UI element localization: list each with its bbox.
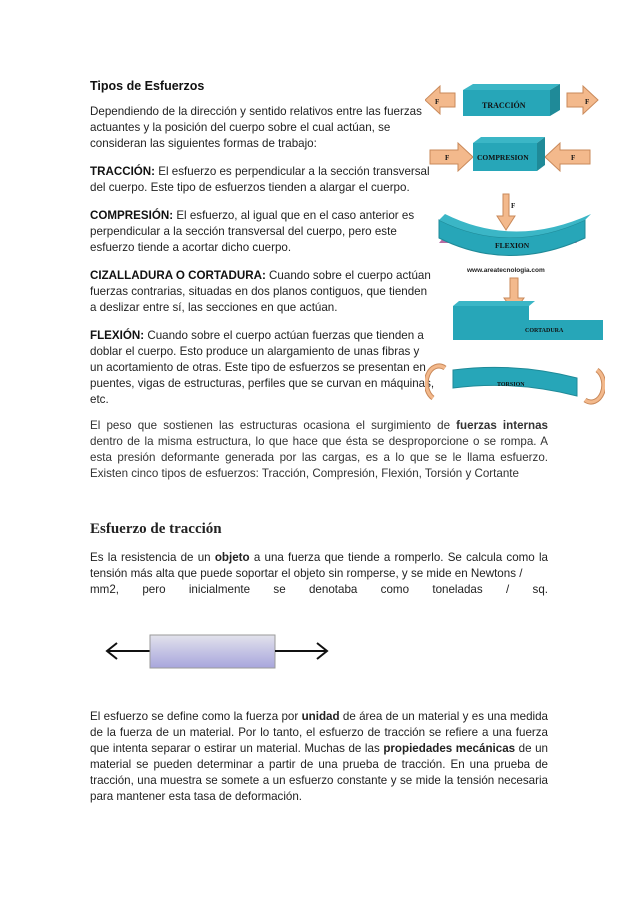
text-traccion: El esfuerzo es perpendicular a la sección transversal del cuerpo. Este tipo de esfuerzos tienden a alargar el cuerpo. xyxy=(90,165,430,194)
term-traccion: TRACCIÓN: xyxy=(90,165,156,178)
label-cortadura: CORTADURA xyxy=(525,328,564,334)
force-label: F xyxy=(571,154,576,162)
stress-diagrams-svg xyxy=(425,80,605,420)
label-compresion: COMPRESION xyxy=(477,153,529,162)
torsion-diagram xyxy=(426,366,604,402)
def-bold-unidad: unidad xyxy=(301,710,340,723)
force-label: F xyxy=(435,98,440,106)
peso-bold: fuerzas internas xyxy=(456,419,548,432)
traccion-text xyxy=(90,550,548,582)
compresion-diagram xyxy=(430,137,590,171)
force-label: F xyxy=(511,202,516,210)
tension-bar-figure xyxy=(105,627,450,672)
def-text-e: de un material se pueden determinar a partir de una prueba de tracción. En una prueba de tracción, una muestra se somete a un esfuerzo constante y se mide la tensión necesaria para mantener esta tasa de deformación. xyxy=(90,742,549,803)
text-cizalladura: Cuando sobre el cuerpo actúan fuerzas contrarias, situadas en dos planos contiguos, que tienden a deslizar entre sí, las secciones en que actúan. xyxy=(90,269,431,314)
cortadura-diagram xyxy=(453,278,603,340)
word: / xyxy=(505,583,510,596)
traccion-paragraph xyxy=(90,550,548,598)
item-compresion xyxy=(90,208,435,256)
word: denotaba xyxy=(308,583,358,596)
force-label: F xyxy=(445,154,450,162)
item-traccion xyxy=(90,164,435,196)
word: inicialmente xyxy=(188,583,251,596)
word: sq. xyxy=(532,583,548,596)
peso-text-after: dentro de la misma estructura, lo que hace que ésta se desproporcione o se rompa. A esta presión deformante generada por las cargas, es a lo que se le llama esfuerzo. Existen cinco tipos de esfuerzos: Tracción, Compresión, Flexión, Torsión y Cortante xyxy=(90,435,548,480)
website-caption: www.areatecnologia.com xyxy=(467,267,545,274)
force-label: F xyxy=(585,98,590,106)
term-flexion: FLEXIÓN: xyxy=(90,329,145,342)
item-cizalladura xyxy=(90,268,435,316)
term-compresion: COMPRESIÓN: xyxy=(90,209,174,222)
section-title-tipos: Tipos de Esfuerzos xyxy=(90,79,205,93)
traccion-text-after: a una fuerza que tiende a romperlo. Se calcula como la tensión más alta que puede soportar el objeto sin romperse, y se mide en Newtons / xyxy=(90,551,548,580)
word: pero xyxy=(142,583,166,596)
peso-paragraph xyxy=(90,418,548,482)
word: toneladas xyxy=(432,583,483,596)
flexion-diagram xyxy=(439,194,591,274)
intro-block xyxy=(90,104,435,408)
text-compresion: El esfuerzo, al igual que en el caso anterior es perpendicular a la sección transversal del cuerpo, pero este esfuerzo tiende a acortar dicho cuerpo. xyxy=(90,209,415,254)
specimen-bar xyxy=(150,635,275,668)
def-text-a: El esfuerzo se define como la fuerza por xyxy=(90,710,302,723)
term-cizalladura: CIZALLADURA O CORTADURA: xyxy=(90,269,266,282)
traccion-last-line xyxy=(90,582,548,598)
text-flexion: Cuando sobre el cuerpo actúan fuerzas que tienden a doblar el cuerpo. Esto produce un alargamiento de unas fibras y un acortamiento de otras. Este tipo de esfuerzos se presentan en puentes, vigas de estructuras, perfiles que se curvan en máquinas, etc. xyxy=(90,329,435,406)
traccion-diagram xyxy=(425,84,598,116)
intro-paragraph: Dependiendo de la dirección y sentido relativos entre las fuerzas actuantes y la posición del cuerpo sobre el cual actúan, se consideran las siguientes formas de trabajo: xyxy=(90,105,422,150)
tension-bar-svg xyxy=(105,627,450,672)
stress-types-illustration xyxy=(425,80,605,420)
section-title-traccion: Esfuerzo de tracción xyxy=(90,521,222,537)
word: mm2, xyxy=(90,583,119,596)
traccion-text-before: Es la resistencia de un xyxy=(90,551,215,564)
traccion-bold-objeto: objeto xyxy=(214,551,250,564)
def-bold-propiedades: propiedades mecánicas xyxy=(383,742,516,755)
def-text-c: de área de un material y es una medida de la fuerza de un material. Por lo tanto, el esfuerzo de tracción se refiere a una fuerza que intenta separar o estirar un material. Muchas de las xyxy=(90,710,549,755)
definicion-paragraph xyxy=(90,709,548,805)
item-flexion xyxy=(90,328,435,408)
label-traccion: TRACCIÓN xyxy=(482,101,526,110)
word: como xyxy=(380,583,410,596)
label-flexion: FLEXION xyxy=(495,241,530,250)
label-torsion: TORSION xyxy=(497,382,525,388)
peso-text-before: El peso que sostienen las estructuras ocasiona el surgimiento de xyxy=(90,419,457,432)
word: se xyxy=(273,583,286,596)
